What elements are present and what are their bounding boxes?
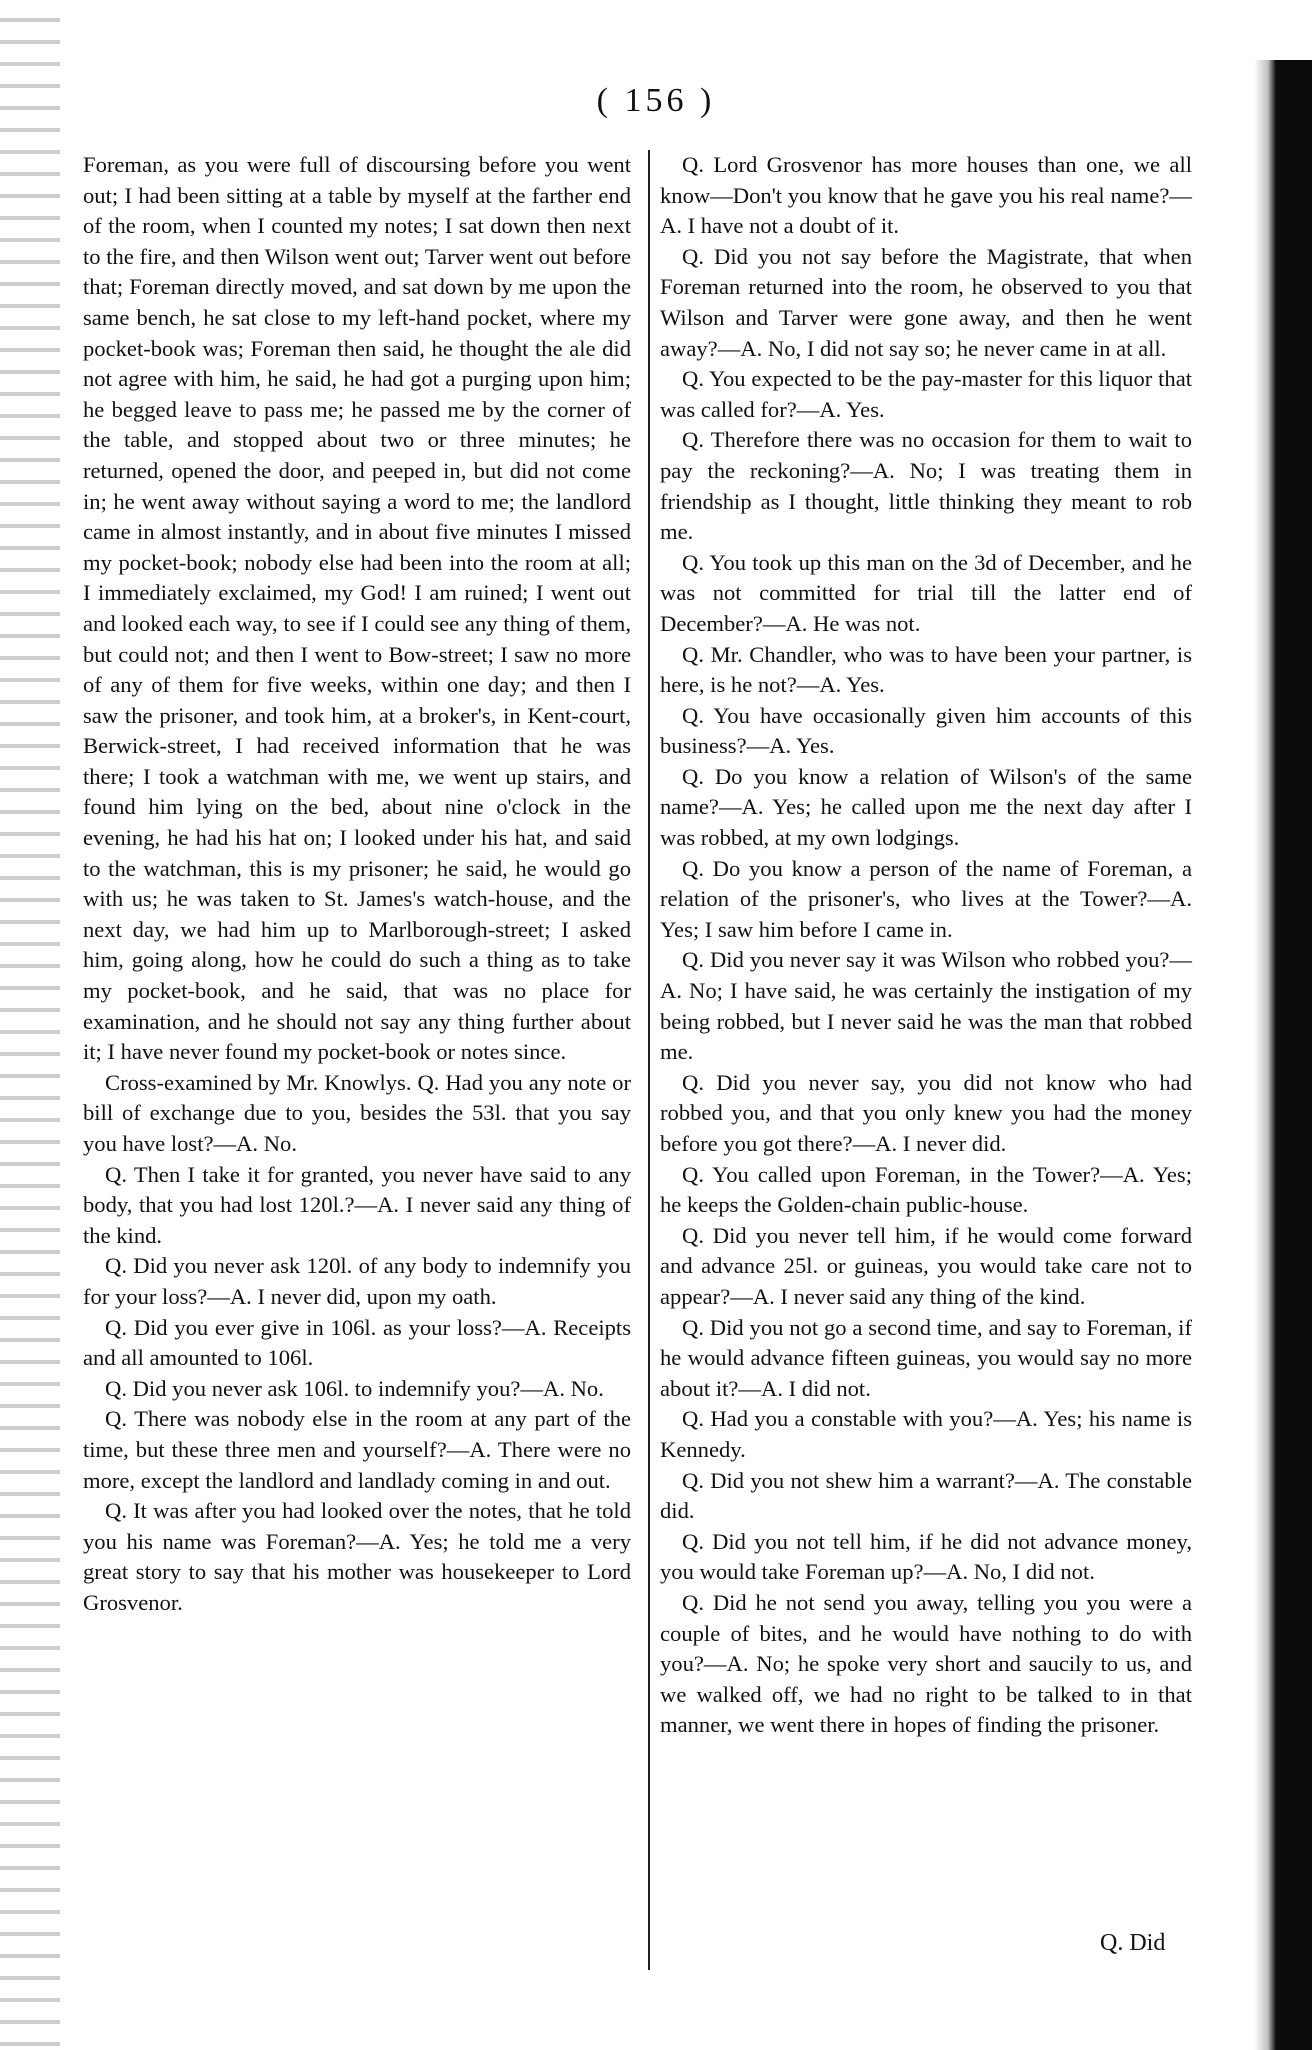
paragraph: Q. Did he not send you away, telling you you were a couple of bites, and he would have nothing to do with you?—A. No; he spoke very short and saucily to us, and we walked off, we had no right to be talked to in that manner, we went there in hopes of finding the prisoner. <box>660 1589 1192 1738</box>
paragraph: Q. Did you never say, you did not know who had robbed you, and that you only knew you had the money before you got there?—A. I never did. <box>660 1069 1192 1156</box>
paragraph: Q. Had you a constable with you?—A. Yes; his name is Kennedy. <box>660 1406 1192 1462</box>
left-margin-scan-artifact <box>0 0 60 2048</box>
page-number: ( 156 ) <box>596 82 716 119</box>
paragraph: Q. Did you never ask 106l. to indemnify you?—A. No. <box>105 1375 604 1401</box>
paragraph: Cross-examined by Mr. Knowlys. Q. Had you any note or bill of exchange due to you, besides the 53l. that you say you have lost?—A. No. <box>83 1069 631 1156</box>
paragraph: Q. You expected to be the pay-master for this liquor that was called for?—A. Yes. <box>660 366 1192 422</box>
paragraph: Q. There was nobody else in the room at any part of the time, but these three men and yourself?—A. There were no more, except the landlord and landlady coming in and out. <box>83 1406 631 1493</box>
paragraph: Q. Did you never tell him, if he would come forward and advance 25l. or guineas, you would take care not to appear?—A. I never said any thing of the kind. <box>660 1222 1192 1309</box>
paragraph: Q. You took up this man on the 3d of December, and he was not committed for trial till the latter end of December?—A. He was not. <box>660 549 1192 636</box>
paragraph: Q. Did you not tell him, if he did not advance money, you would take Foreman up?—A. No, I did not. <box>660 1528 1192 1585</box>
paragraph: Q. Lord Grosvenor has more houses than one, we all know—Don't you know that he gave you his real name?—A. I have not a doubt of it. <box>660 152 1192 239</box>
catchword: Q. Did <box>1100 1930 1166 1956</box>
paragraph: Q. Did you never ask 120l. of any body to indemnify you for your loss?—A. I never did, upon my oath. <box>83 1253 631 1309</box>
paragraph: Q. Did you ever give in 106l. as your loss?—A. Receipts and all amounted to 106l. <box>83 1314 631 1371</box>
paragraph: Q. Then I take it for granted, you never have said to any body, that you had lost 120l.?—A. I never said any thing of the kind. <box>83 1161 631 1248</box>
paragraph: Q. Do you know a relation of Wilson's of the same name?—A. Yes; he called upon me the next day after I was robbed, at my own lodgings. <box>660 763 1192 851</box>
right-margin-scan-shadow <box>1254 60 1312 2050</box>
paragraph: Q. Mr. Chandler, who was to have been your partner, is here, is he not?—A. Yes. <box>660 641 1192 698</box>
column-divider <box>648 150 650 1970</box>
paragraph: Q. You have occasionally given him accounts of this business?—A. Yes. <box>660 702 1192 759</box>
left-column <box>83 150 631 1619</box>
paragraph: Q. Did you never say it was Wilson who robbed you?—A. No; I have said, he was certainly the instigation of my being robbed, but I never said he was the man that robbed me. <box>660 947 1192 1065</box>
paragraph: Q. You called upon Foreman, in the Tower?—A. Yes; he keeps the Golden-chain public-house. <box>660 1161 1192 1218</box>
paragraph: Q. Did you not shew him a warrant?—A. The constable did. <box>660 1467 1192 1524</box>
paragraph: Q. Did you not say before the Magistrate, that when Foreman returned into the room, he observed to you that Wilson and Tarver were gone away, and then he went away?—A. No, I did not say so; he never came in at all. <box>660 243 1192 361</box>
paragraph: Q. Therefore there was no occasion for them to wait to pay the reckoning?—A. No; I was treating them in friendship as I thought, little thinking they meant to rob me. <box>660 427 1192 545</box>
paragraph: Q. It was after you had looked over the notes, that he told you his name was Foreman?—A. Yes; he told me a very great story to say that his mother was housekeeper to Lord Grosvenor. <box>83 1498 631 1615</box>
paragraph: Q. Did you not go a second time, and say to Foreman, if he would advance fifteen guineas, you would say no more about it?—A. I did not. <box>660 1314 1192 1401</box>
right-column <box>660 150 1192 1741</box>
paragraph: Q. Do you know a person of the name of Foreman, a relation of the prisoner's, who lives at the Tower?—A. Yes; I saw him before I came in. <box>660 855 1192 942</box>
paragraph: Foreman, as you were full of discoursing before you went out; I had been sitting at a table by myself at the farther end of the room, when I counted my notes; I sat down then next to the fire, and then Wilson went out; Tarver went out before that; Foreman directly moved, and sat down by me upon the same bench, he sat close to my left-hand pocket, where my pocket-book was; Foreman then said, he thought the ale did not agree with him, he said, he had got a purging upon him; he begged leave to pass me; he passed me by the corner of the table, and stopped about two or three minutes; he returned, opened the door, and peeped in, but did not come in; he went away without saying a word to me; the landlord came in almost instantly, and in about five minutes I missed my pocket-book; nobody else had been into the room at all; I immediately exclaimed, my God! I am ruined; I went out and looked each way, to see if I could see any thing of them, but could not; and then I went to Bow-street; I saw no more of any of them for five weeks, within one day; and then I saw the prisoner, and took him, at a broker's, in Kent-court, Berwick-street, I had received information that he was there; I took a watchman with me, we went up stairs, and found him lying on the bed, about nine o'clock in the evening, he had his hat on; I looked under his hat, and said to the watchman, this is my prisoner; he said, he would go with us; he was taken to St. James's watch-house, and the next day, we had him up to Marlborough-street; I asked him, going along, how he could do such a thing as to take my pocket-book, and he said, that was no place for examination, and he should not say any thing further about it; I have never found my pocket-book or notes since. <box>83 152 631 1065</box>
